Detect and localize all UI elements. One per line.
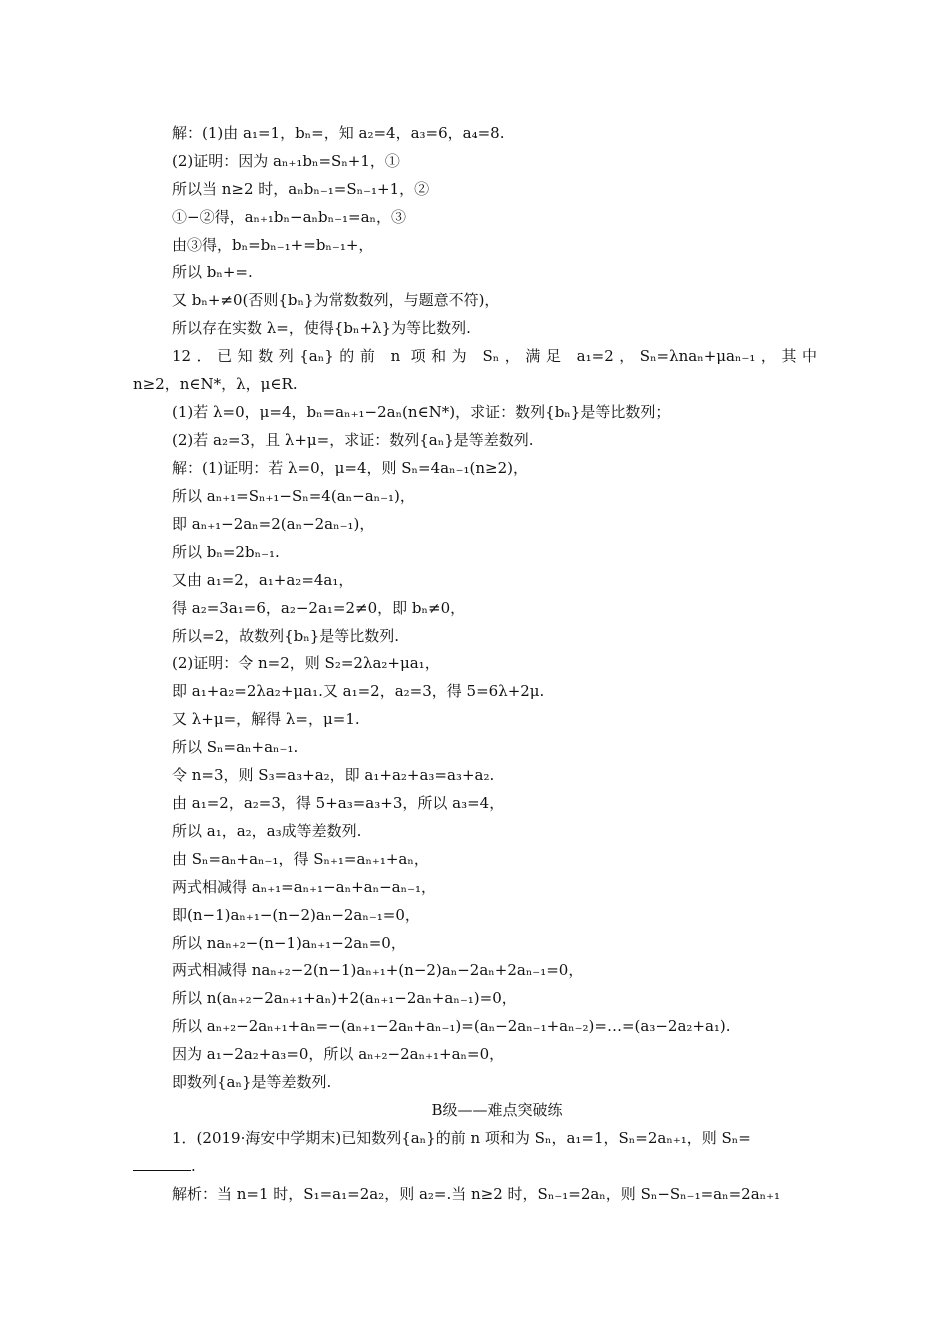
- solution-12-line-14: 所以 a₁，a₂，a₃成等差数列.: [172, 822, 362, 840]
- solution-12-line-23: 即数列{aₙ}是等差数列.: [172, 1073, 332, 1091]
- solution-line-3: 所以当 n≥2 时，aₙbₙ₋₁=Sₙ₋₁+1，②: [172, 180, 430, 198]
- solution-line-6: 所以 bₙ+=.: [172, 263, 253, 281]
- solution-12-line-16: 两式相减得 aₙ₊₁=aₙ₊₁−aₙ+aₙ−aₙ₋₁，: [172, 878, 436, 896]
- solution-12-line-18: 所以 naₙ₊₂−(n−1)aₙ₊₁−2aₙ=0，: [172, 934, 406, 952]
- solution-12-line-19: 两式相减得 naₙ₊₂−2(n−1)aₙ₊₁+(n−2)aₙ−2aₙ+2aₙ₋₁=0，: [172, 961, 584, 979]
- answer-blank-period: .: [191, 1157, 196, 1175]
- solution-12-line-10: 又 λ+μ=，解得 λ=，μ=1.: [172, 710, 360, 728]
- solution-12-line-17: 即(n−1)aₙ₊₁−(n−2)aₙ−2aₙ₋₁=0，: [172, 906, 420, 924]
- solution-line-5: 由③得，bₙ=bₙ₋₁+=bₙ₋₁+，: [172, 236, 374, 254]
- solution-12-line-12: 令 n=3，则 S₃=a₃+a₂，即 a₁+a₂+a₃=a₃+a₂.: [172, 766, 495, 784]
- solution-line-2: (2)证明：因为 aₙ₊₁bₙ=Sₙ+1，①: [172, 152, 400, 170]
- solution-12-line-1: 解：(1)证明：若 λ=0，μ=4，则 Sₙ=4aₙ₋₁(n≥2)，: [172, 459, 528, 477]
- solution-12-line-7: 所以=2，故数列{bₙ}是等比数列.: [172, 627, 400, 645]
- solution-12-line-2: 所以 aₙ₊₁=Sₙ₊₁−Sₙ=4(aₙ−aₙ₋₁)，: [172, 487, 415, 505]
- solution-12-line-3: 即 aₙ₊₁−2aₙ=2(aₙ−2aₙ₋₁)，: [172, 515, 375, 533]
- section-heading: B级——难点突破练: [431, 1101, 563, 1119]
- solution-12-line-21: 所以 aₙ₊₂−2aₙ₊₁+aₙ=−(aₙ₊₁−2aₙ+aₙ₋₁)=(aₙ−2aₙ₋₁+aₙ₋₂)=…=(a₃−2a₂+a₁).: [172, 1017, 731, 1035]
- solution-12-line-5: 又由 a₁=2，a₁+a₂=4a₁，: [172, 571, 354, 589]
- solution-line-8: 所以存在实数 λ=，使得{bₙ+λ}为等比数列.: [172, 319, 471, 337]
- problem-12-line-2: n≥2，n∈N*，λ，μ∈R.: [133, 375, 298, 393]
- solution-12-line-6: 得 a₂=3a₁=6，a₂−2a₁=2≠0，即 bₙ≠0，: [172, 599, 466, 617]
- solution-12-line-15: 由 Sₙ=aₙ+aₙ₋₁，得 Sₙ₊₁=aₙ₊₁+aₙ，: [172, 850, 429, 868]
- answer-blank[interactable]: [133, 1156, 191, 1171]
- problem-12-line-1: 12．已知数列{aₙ}的前 n 项和为 Sₙ，满足 a₁=2，Sₙ=λnaₙ+μaₙ₋₁，其中: [172, 347, 817, 365]
- solution-12-line-11: 所以 Sₙ=aₙ+aₙ₋₁.: [172, 738, 299, 756]
- solution-12-line-9: 即 a₁+a₂=2λa₂+μa₁.又 a₁=2，a₂=3，得 5=6λ+2μ.: [172, 682, 545, 700]
- solution-line-1: 解：(1)由 a₁=1，bₙ=，知 a₂=4，a₃=6，a₄=8.: [172, 124, 505, 142]
- solution-12-line-4: 所以 bₙ=2bₙ₋₁.: [172, 543, 280, 561]
- solution-line-7: 又 bₙ+≠0(否则{bₙ}为常数数列，与题意不符)，: [172, 291, 500, 309]
- analysis-b1-line-1: 解析：当 n=1 时，S₁=a₁=2a₂，则 a₂=.当 n≥2 时，Sₙ₋₁=2aₙ，则 Sₙ−Sₙ₋₁=aₙ=2aₙ₊₁: [172, 1185, 781, 1203]
- problem-12-part-1: (1)若 λ=0，μ=4，bₙ=aₙ₊₁−2aₙ(n∈N*)，求证：数列{bₙ}是等比数列；: [172, 403, 671, 421]
- solution-12-line-8: (2)证明：令 n=2，则 S₂=2λa₂+μa₁，: [172, 654, 440, 672]
- solution-line-4: ①−②得，aₙ₊₁bₙ−aₙbₙ₋₁=aₙ，③: [172, 208, 407, 226]
- solution-12-line-13: 由 a₁=2，a₂=3，得 5+a₃=a₃+3，所以 a₃=4，: [172, 794, 505, 812]
- problem-12-part-2: (2)若 a₂=3，且 λ+μ=，求证：数列{aₙ}是等差数列.: [172, 431, 534, 449]
- solution-12-line-20: 所以 n(aₙ₊₂−2aₙ₊₁+aₙ)+2(aₙ₊₁−2aₙ+aₙ₋₁)=0，: [172, 989, 517, 1007]
- solution-12-line-22: 因为 a₁−2a₂+a₃=0，所以 aₙ₊₂−2aₙ₊₁+aₙ=0，: [172, 1045, 505, 1063]
- problem-b1-line-1: 1．(2019·海安中学期末)已知数列{aₙ}的前 n 项和为 Sₙ，a₁=1，Sₙ=2aₙ₊₁，则 Sₙ=: [172, 1129, 751, 1147]
- problem-b1-line-2: [133, 1156, 783, 1176]
